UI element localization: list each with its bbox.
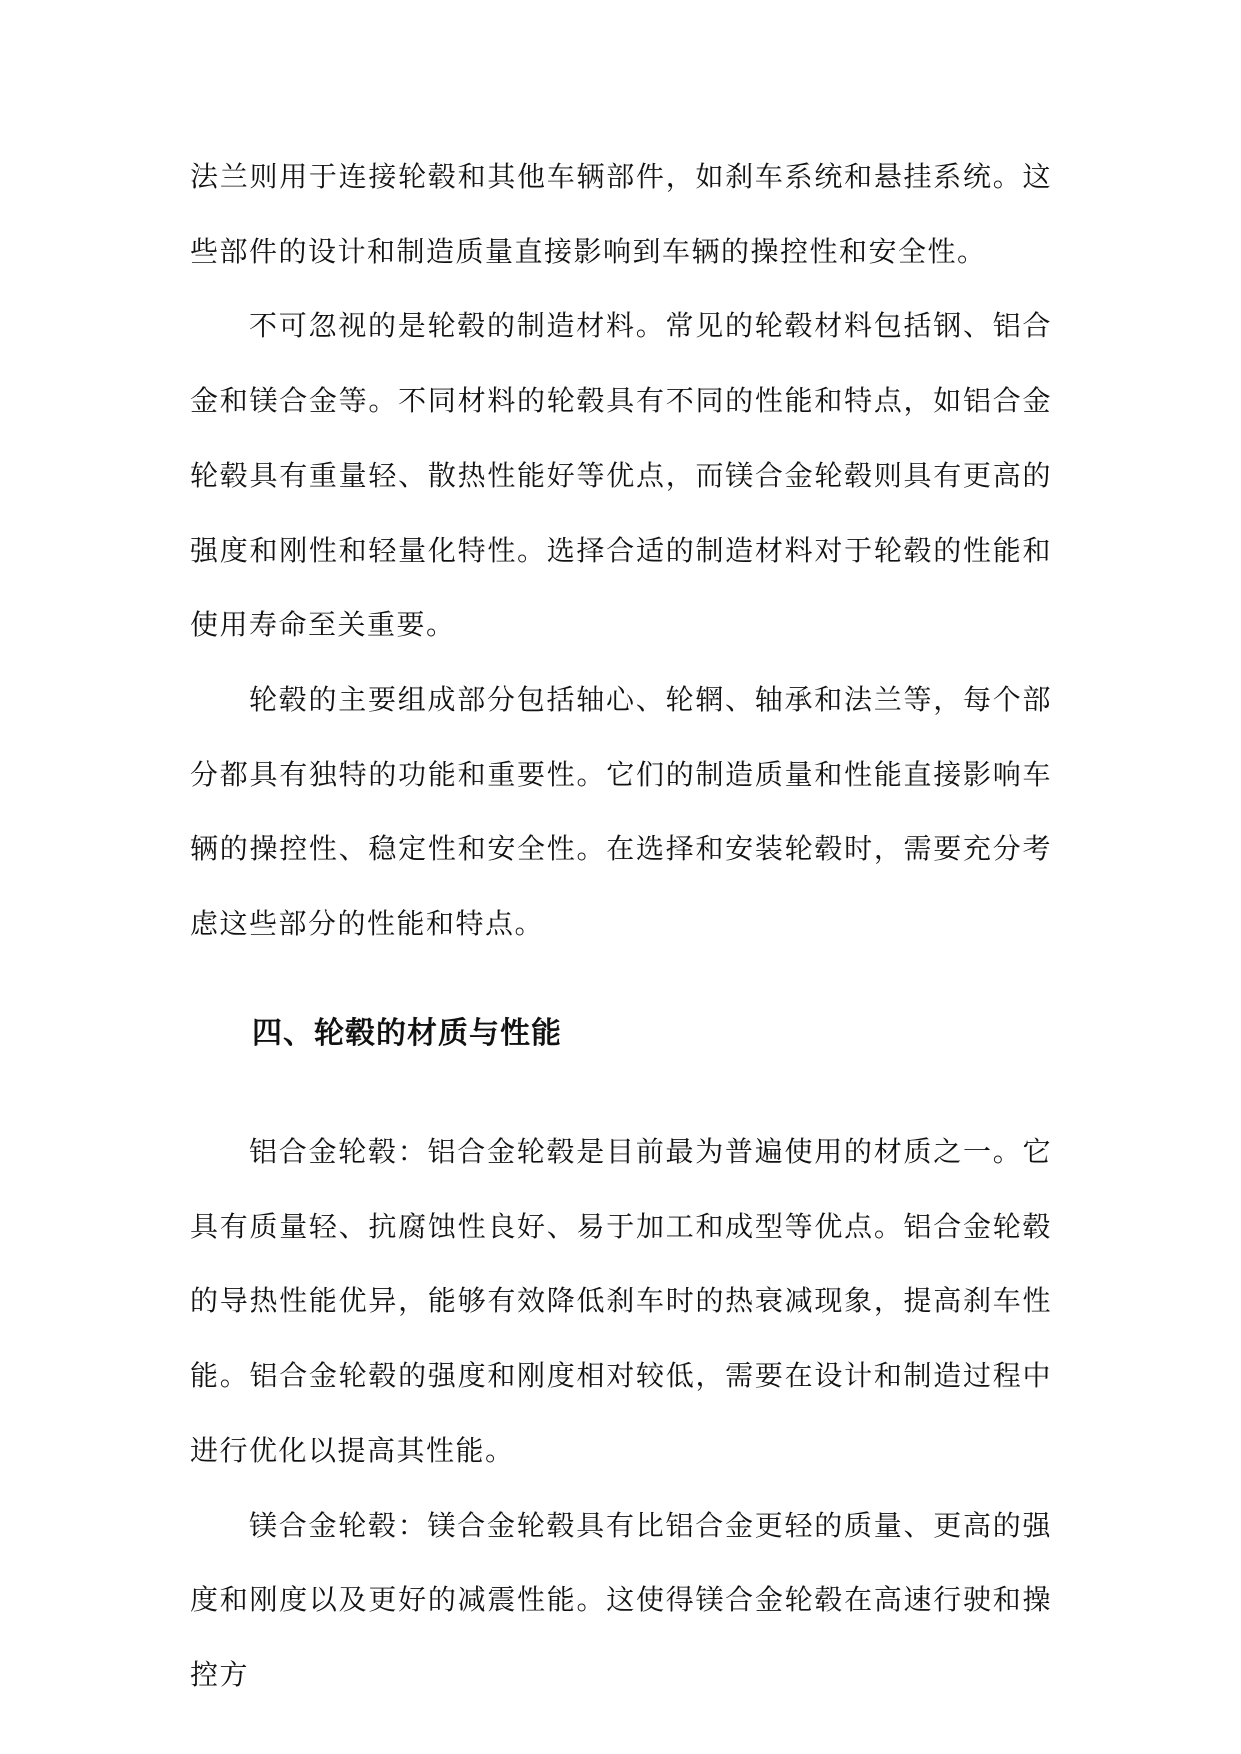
section-text-before-heading (190, 140, 1052, 962)
paragraph-aluminum-wheel: 铝合金轮毂：铝合金轮毂是目前最为普遍使用的材质之一。它具有质量轻、抗腐蚀性良好、易于加工和成型等优点。铝合金轮毂的导热性能优异，能够有效降低刹车时的热衰减现象，提高刹车性能。铝合金轮毂的强度和刚度相对较低，需要在设计和制造过程中进行优化以提高其性能。 (190, 1135, 1052, 1467)
section-text-after-heading (190, 1115, 1052, 1713)
paragraph-components-summary: 轮毂的主要组成部分包括轴心、轮辋、轴承和法兰等，每个部分都具有独特的功能和重要性。它们的制造质量和性能直接影响车辆的操控性、稳定性和安全性。在选择和安装轮毂时，需要充分考虑这些部分的性能和特点。 (190, 682, 1052, 941)
section-heading: 四、轮毂的材质与性能 (252, 1016, 562, 1051)
paragraph-magnesium-wheel: 镁合金轮毂：镁合金轮毂具有比铝合金更轻的质量、更高的强度和刚度以及更好的减震性能。这使得镁合金轮毂在高速行驶和操控方 (190, 1508, 1052, 1691)
paragraph-materials: 不可忽视的是轮毂的制造材料。常见的轮毂材料包括钢、铝合金和镁合金等。不同材料的轮毂具有不同的性能和特点，如铝合金轮毂具有重量轻、散热性能好等优点，而镁合金轮毂则具有更高的强度和刚性和轻量化特性。选择合适的制造材料对于轮毂的性能和使用寿命至关重要。 (190, 309, 1052, 642)
paragraph-flange-continuation: 法兰则用于连接轮毂和其他车辆部件，如刹车系统和悬挂系统。这些部件的设计和制造质量直接影响到车辆的操控性和安全性。 (190, 160, 1052, 268)
